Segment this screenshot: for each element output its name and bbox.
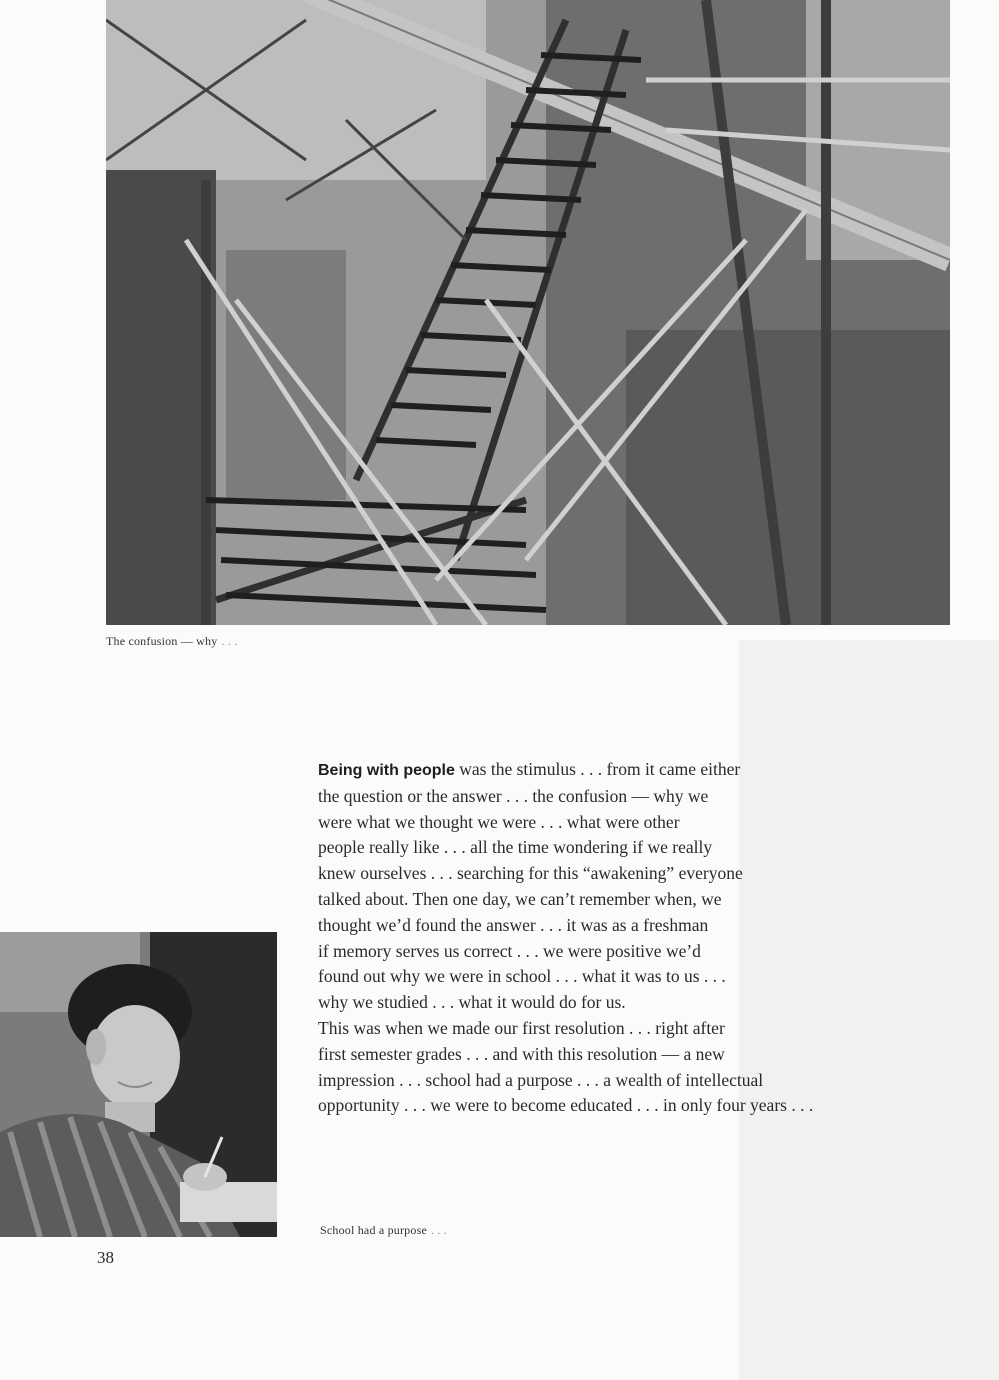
body-line: if memory serves us correct . . . we were positive we’d	[318, 940, 701, 961]
photo-caption-bottom	[320, 1223, 447, 1238]
body-line: were what we thought we were . . . what were other	[318, 811, 680, 832]
caption-bottom-ellipsis: . . .	[430, 1223, 447, 1237]
page-number: 38	[97, 1248, 114, 1267]
body-line: why we studied . . . what it would do for us.	[318, 992, 626, 1013]
body-line-1-text: was the stimulus . . . from it came either	[454, 759, 741, 779]
body-line: talked about. Then one day, we can’t remember when, we	[318, 888, 722, 909]
photo-caption-top	[106, 634, 237, 649]
body-line-1	[318, 757, 978, 784]
student-illustration	[0, 932, 277, 1237]
body-line: found out why we were in school . . . what it was to us . . .	[318, 966, 726, 987]
body-line: thought we’d found the answer . . . it was as a freshman	[318, 914, 709, 935]
body-line: opportunity . . . we were to become educated . . . in only four years . . .	[318, 1095, 814, 1116]
body-line: This was when we made our first resolution . . . right after	[318, 1017, 725, 1038]
body-paragraph	[318, 757, 978, 1119]
body-line: impression . . . school had a purpose . . . a wealth of intellectual	[318, 1069, 764, 1090]
caption-top-ellipsis: . . .	[221, 634, 238, 648]
caption-top-text: The confusion — why	[106, 634, 218, 648]
body-line: people really like . . . all the time wondering if we really	[318, 837, 713, 858]
body-line: the question or the answer . . . the confusion — why we	[318, 785, 709, 806]
body-line: knew ourselves . . . searching for this “awakening” everyone	[318, 863, 743, 884]
student-photo	[0, 932, 277, 1237]
body-line: first semester grades . . . and with this resolution — a new	[318, 1043, 725, 1064]
stairway-photo	[106, 0, 950, 625]
caption-bottom-text: School had a purpose	[320, 1223, 427, 1237]
lead-in: Being with people	[318, 762, 455, 779]
stairway-illustration	[106, 0, 950, 625]
